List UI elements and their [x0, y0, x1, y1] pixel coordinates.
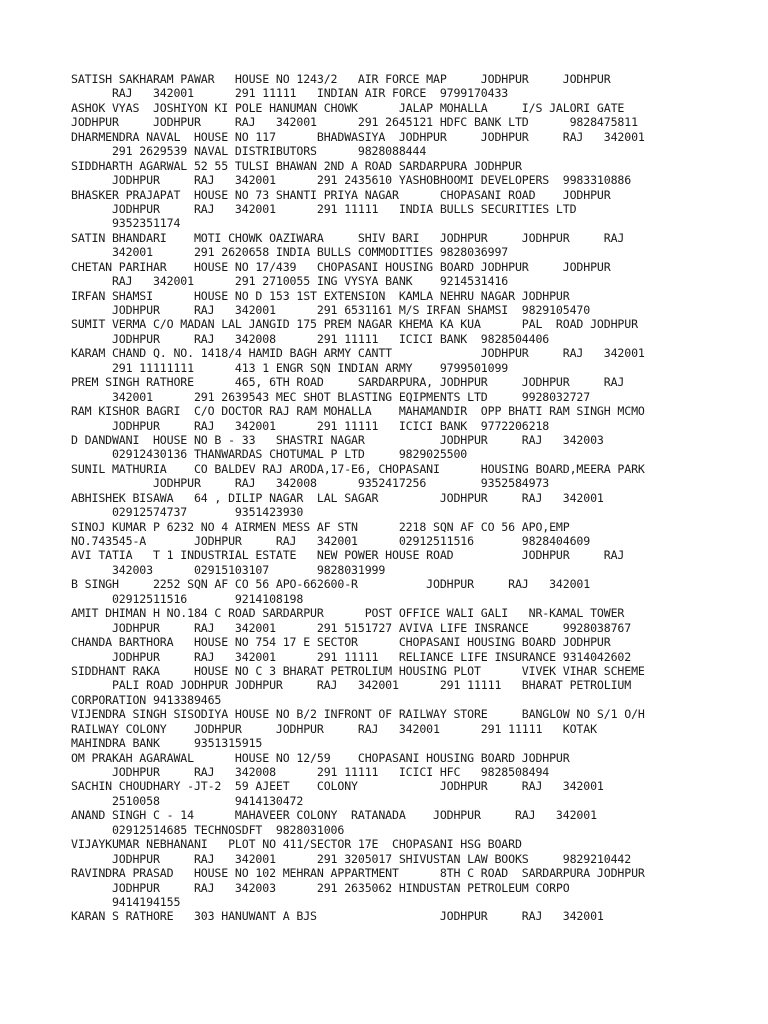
listing-line: 342001 291 2639543 MEC SHOT BLASTING EQIPMENTS LTD 9928032727	[71, 389, 591, 404]
listing-line: SATIN BHANDARI MOTI CHOWK OAZIWARA SHIV BARI JODHPUR JODHPUR RAJ	[71, 230, 625, 245]
listing-line: JODHPUR RAJ 342001 291 2435610 YASHOBHOOMI DEVELOPERS 9983310886	[71, 173, 632, 188]
listing-line: 02912430136 THANWARDAS CHOTUMAL P LTD 9829025500	[71, 447, 468, 462]
listing-line: VIJAYKUMAR NEBHANANI PLOT NO 411/SECTOR 17E CHOPASANI HSG BOARD	[71, 837, 522, 852]
listing-line: D DANDWANI HOUSE NO B - 33 SHASTRI NAGAR JODHPUR RAJ 342003	[71, 432, 604, 447]
listing-line: 291 11111111 413 1 ENGR SQN INDIAN ARMY 9799501099	[71, 360, 509, 375]
listing-line: RAILWAY COLONY JODHPUR JODHPUR RAJ 342001 291 11111 KOTAK	[71, 721, 597, 736]
listing-line: AMIT DHIMAN H NO.184 C ROAD SARDARPUR POST OFFICE WALI GALI NR-KAMAL TOWER	[71, 606, 625, 621]
listing-line: VIJENDRA SINGH SISODIYA HOUSE NO B/2 INFRONT OF RAILWAY STORE BANGLOW NO S/1 O/H	[71, 707, 645, 722]
listing-line: SATISH SAKHARAM PAWAR HOUSE NO 1243/2 AIR FORCE MAP JODHPUR JODHPUR	[71, 72, 611, 86]
listing-line: 02912511516 9214108198	[71, 591, 304, 606]
listing-line: KARAN S RATHORE 303 HANUWANT A BJS JODHPUR RAJ 342001	[71, 909, 604, 924]
listing-line: CORPORATION 9413389465	[71, 692, 222, 707]
listing-line: SIDDHARTH AGARWAL 52 55 TULSI BHAWAN 2ND A ROAD SARDARPURA JODHPUR	[71, 158, 522, 173]
listing-line: PALI ROAD JODHPUR JODHPUR RAJ 342001 291 11111 BHARAT PETROLIUM	[71, 678, 632, 693]
listing-line: BHASKER PRAJAPAT HOUSE NO 73 SHANTI PRIYA NAGAR CHOPASANI ROAD JODHPUR	[71, 187, 611, 202]
listing-line: NO.743545-A JODHPUR RAJ 342001 02912511516 9828404609	[71, 534, 591, 548]
listing-line: 342001 291 2620658 INDIA BULLS COMMODITIES 9828036997	[71, 245, 509, 260]
listing-line: DHARMENDRA NAVAL HOUSE NO 117 BHADWASIYA JODHPUR JODHPUR RAJ 342001	[71, 129, 645, 144]
listing-line: ANAND SINGH C - 14 MAHAVEER COLONY RATANADA JODHPUR RAJ 342001	[71, 808, 597, 823]
listing-line: 9414194155	[71, 894, 181, 909]
listing-line: JODHPUR RAJ 342001 291 5151727 AVIVA LIFE INSRANCE 9928038767	[71, 620, 632, 635]
address-listing	[71, 72, 761, 924]
listing-line: 02912574737 9351423930	[71, 505, 304, 520]
listing-line: JODHPUR JODHPUR RAJ 342001 291 2645121 HDFC BANK LTD 9828475811	[71, 115, 638, 130]
listing-line: JODHPUR RAJ 342001 291 11111 INDIA BULLS SECURITIES LTD	[71, 201, 577, 216]
listing-line: CHETAN PARIHAR HOUSE NO 17/439 CHOPASANI HOUSING BOARD JODHPUR JODHPUR	[71, 259, 611, 274]
listing-line: SUMIT VERMA C/O MADAN LAL JANGID 175 PREM NAGAR KHEMA KA KUA PAL ROAD JODHPUR	[71, 317, 638, 332]
listing-line: MAHINDRA BANK 9351315915	[71, 736, 263, 751]
listing-line: RAJ 342001 291 11111 INDIAN AIR FORCE 9799170433	[71, 86, 509, 101]
listing-line: JODHPUR RAJ 342008 291 11111 ICICI BANK 9828504406	[71, 331, 550, 346]
listing-line: 342003 02915103107 9828031999	[71, 562, 386, 577]
listing-line: RAJ 342001 291 2710055 ING VYSYA BANK 9214531416	[71, 274, 509, 289]
listing-line: IRFAN SHAMSI HOUSE NO D 153 1ST EXTENSION KAMLA NEHRU NAGAR JODHPUR	[71, 288, 570, 303]
listing-line: OM PRAKAH AGARAWAL HOUSE NO 12/59 CHOPASANI HOUSING BOARD JODHPUR	[71, 750, 570, 765]
listing-line: CHANDA BARTHORA HOUSE NO 754 17 E SECTOR CHOPASANI HOUSING BOARD JODHPUR	[71, 635, 611, 650]
listing-line: JODHPUR RAJ 342001 291 11111 RELIANCE LIFE INSURANCE 9314042602	[71, 649, 632, 664]
listing-line: ASHOK VYAS JOSHIYON KI POLE HANUMAN CHOWK JALAP MOHALLA I/S JALORI GATE	[71, 100, 625, 115]
listing-line: JODHPUR RAJ 342001 291 3205017 SHIVUSTAN LAW BOOKS 9829210442	[71, 851, 632, 866]
listing-line: ABHISHEK BISAWA 64 , DILIP NAGAR LAL SAGAR JODHPUR RAJ 342001	[71, 490, 604, 505]
listing-line: JODHPUR RAJ 342008 291 11111 ICICI HFC 9828508494	[71, 765, 550, 779]
listing-line: RAVINDRA PRASAD HOUSE NO 102 MEHRAN APPARTMENT 8TH C ROAD SARDARPURA JODHPUR	[71, 866, 645, 881]
listing-line: SUNIL MATHURIA CO BALDEV RAJ ARODA,17-E6, CHOPASANI HOUSING BOARD,MEERA PARK	[71, 461, 645, 476]
listing-line: PREM SINGH RATHORE 465, 6TH ROAD SARDARPURA, JODHPUR JODHPUR RAJ	[71, 375, 625, 390]
listing-line: 2510058 9414130472	[71, 793, 304, 808]
listing-line: 9352351174	[71, 216, 181, 231]
listing-line: JODHPUR RAJ 342001 291 6531161 M/S IRFAN SHAMSI 9829105470	[71, 303, 591, 317]
listing-line: 291 2629539 NAVAL DISTRIBUTORS 9828088444	[71, 144, 427, 159]
listing-line: B SINGH 2252 SQN AF CO 56 APO-662600-R JODHPUR RAJ 342001	[71, 577, 591, 592]
listing-line: AVI TATIA T 1 INDUSTRIAL ESTATE NEW POWER HOUSE ROAD JODHPUR RAJ	[71, 548, 625, 563]
listing-line: 02912514685 TECHNOSDFT 9828031006	[71, 822, 345, 837]
listing-line: KARAM CHAND Q. NO. 1418/4 HAMID BAGH ARMY CANTT JODHPUR RAJ 342001	[71, 346, 645, 361]
listing-line: RAM KISHOR BAGRI C/O DOCTOR RAJ RAM MOHALLA MAHAMANDIR OPP BHATI RAM SINGH MCMO	[71, 404, 645, 419]
listing-line: SINOJ KUMAR P 6232 NO 4 AIRMEN MESS AF STN 2218 SQN AF CO 56 APO,EMP	[71, 519, 570, 534]
listing-line: JODHPUR RAJ 342003 291 2635062 HINDUSTAN PETROLEUM CORPO	[71, 880, 570, 895]
listing-line: SACHIN CHOUDHARY -JT-2 59 AJEET COLONY JODHPUR RAJ 342001	[71, 779, 604, 794]
listing-line: JODHPUR RAJ 342001 291 11111 ICICI BANK 9772206218	[71, 418, 550, 433]
listing-line: SIDDHANT RAKA HOUSE NO C 3 BHARAT PETROLIUM HOUSING PLOT VIVEK VIHAR SCHEME	[71, 663, 645, 678]
listing-line: JODHPUR RAJ 342008 9352417256 9352584973	[71, 476, 550, 491]
